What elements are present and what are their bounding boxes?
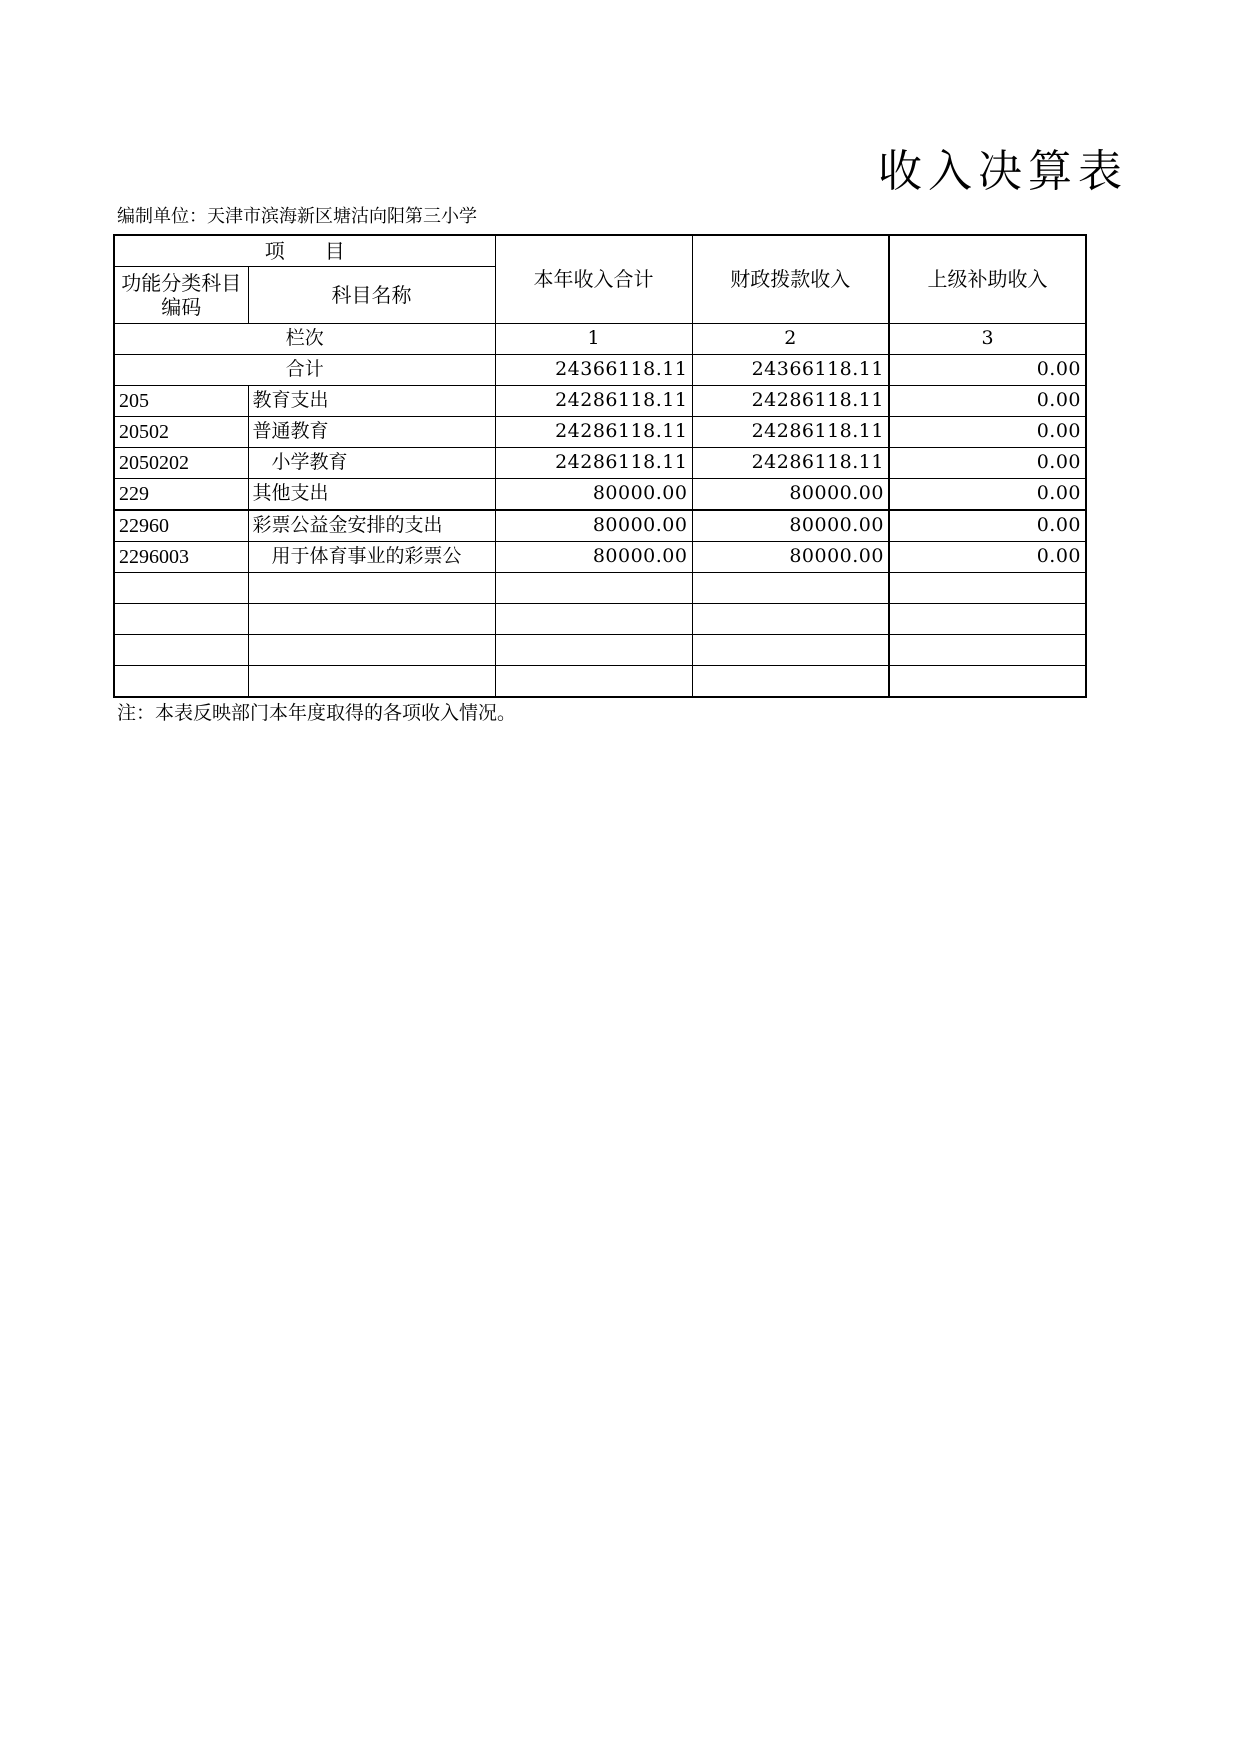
empty-row [114, 635, 1086, 666]
empty-cell [495, 635, 692, 666]
empty-cell [248, 666, 495, 698]
total-fiscal-cell: 24366118.11 [692, 355, 889, 386]
row-name: 普通教育 [248, 417, 495, 448]
table-row [114, 542, 1086, 573]
row-total-income: 80000.00 [495, 510, 692, 542]
empty-cell [114, 666, 248, 698]
empty-cell [889, 573, 1086, 604]
column-no-label: 栏次 [114, 324, 495, 355]
table-note: 注：本表反映部门本年度取得的各项收入情况。 [117, 702, 517, 724]
row-fiscal-income: 24286118.11 [692, 417, 889, 448]
reporting-unit: 编制单位：天津市滨海新区塘沽向阳第三小学 [117, 206, 477, 227]
row-subsidy-income: 0.00 [889, 510, 1086, 542]
empty-cell [889, 635, 1086, 666]
row-code: 229 [114, 479, 248, 511]
empty-cell [248, 604, 495, 635]
row-name: 用于体育事业的彩票公 [248, 542, 495, 573]
column-no-1: 1 [495, 324, 692, 355]
row-fiscal-income: 80000.00 [692, 479, 889, 511]
empty-row [114, 666, 1086, 698]
empty-cell [495, 604, 692, 635]
row-subsidy-income: 0.00 [889, 417, 1086, 448]
total-income-cell: 24366118.11 [495, 355, 692, 386]
empty-cell [889, 666, 1086, 698]
row-name: 教育支出 [248, 386, 495, 417]
table-row [114, 510, 1086, 542]
row-total-income: 80000.00 [495, 479, 692, 511]
column-no-2: 2 [692, 324, 889, 355]
page-title: 收入决算表 [878, 146, 1128, 197]
row-total-income: 24286118.11 [495, 417, 692, 448]
empty-cell [248, 635, 495, 666]
row-name: 其他支出 [248, 479, 495, 511]
header-code: 功能分类科目编码 [114, 267, 248, 324]
row-code: 20502 [114, 417, 248, 448]
row-fiscal-income: 80000.00 [692, 510, 889, 542]
table-row [114, 417, 1086, 448]
empty-cell [114, 573, 248, 604]
empty-cell [495, 573, 692, 604]
row-subsidy-income: 0.00 [889, 448, 1086, 479]
row-total-income: 80000.00 [495, 542, 692, 573]
row-total-income: 24286118.11 [495, 386, 692, 417]
empty-cell [692, 635, 889, 666]
header-total-income: 本年收入合计 [495, 235, 692, 324]
empty-cell [114, 604, 248, 635]
empty-row [114, 604, 1086, 635]
row-subsidy-income: 0.00 [889, 479, 1086, 511]
column-no-3: 3 [889, 324, 1086, 355]
row-fiscal-income: 80000.00 [692, 542, 889, 573]
empty-cell [248, 573, 495, 604]
empty-cell [692, 604, 889, 635]
row-name: 小学教育 [248, 448, 495, 479]
empty-cell [495, 666, 692, 698]
empty-cell [889, 604, 1086, 635]
row-code: 205 [114, 386, 248, 417]
table-row [114, 479, 1086, 511]
row-code: 2050202 [114, 448, 248, 479]
row-subsidy-income: 0.00 [889, 386, 1086, 417]
empty-row [114, 573, 1086, 604]
table-row [114, 386, 1086, 417]
total-label: 合计 [114, 355, 495, 386]
empty-cell [692, 666, 889, 698]
row-fiscal-income: 24286118.11 [692, 448, 889, 479]
total-row [114, 355, 1086, 386]
row-code: 22960 [114, 510, 248, 542]
total-subsidy-cell: 0.00 [889, 355, 1086, 386]
empty-cell [692, 573, 889, 604]
header-item: 项 目 [114, 235, 495, 267]
header-fiscal-income: 财政拨款收入 [692, 235, 889, 324]
table-row [114, 448, 1086, 479]
row-code: 2296003 [114, 542, 248, 573]
row-fiscal-income: 24286118.11 [692, 386, 889, 417]
header-subsidy-income: 上级补助收入 [889, 235, 1086, 324]
empty-cell [114, 635, 248, 666]
header-name: 科目名称 [248, 267, 495, 324]
income-final-accounts-table [113, 234, 1087, 698]
row-subsidy-income: 0.00 [889, 542, 1086, 573]
row-name: 彩票公益金安排的支出 [248, 510, 495, 542]
row-total-income: 24286118.11 [495, 448, 692, 479]
